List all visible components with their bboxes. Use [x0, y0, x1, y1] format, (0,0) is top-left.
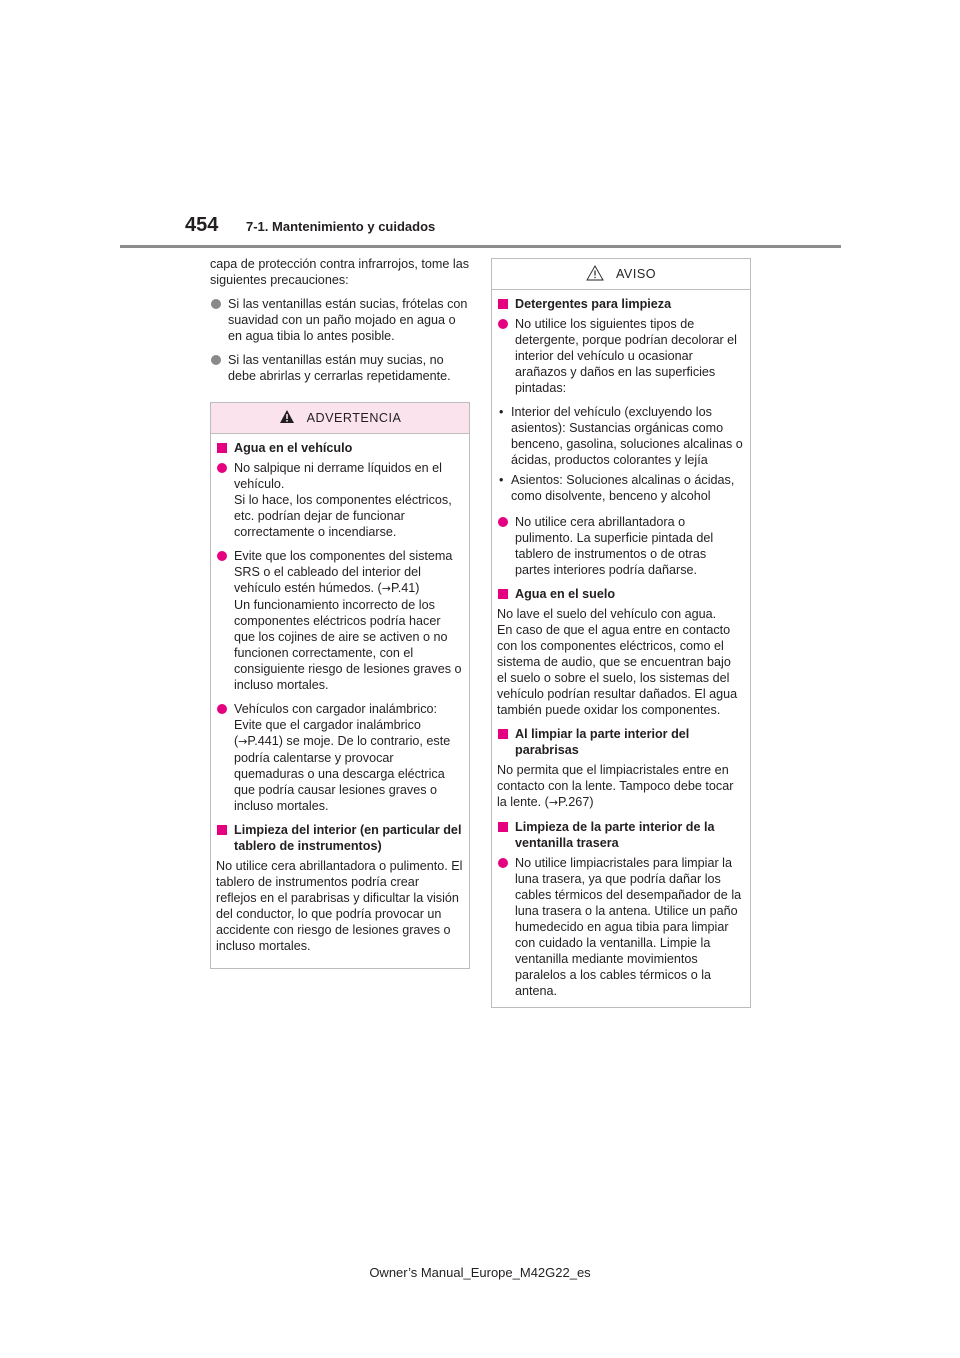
paragraph: No permita que el limpiacristales entre en contacto con la lente. Tampoco debe tocar la lente. (→P.267) [497, 763, 734, 809]
header-divider [120, 245, 841, 248]
list-item: Si las ventanillas están sucias, frótelas con suavidad con un paño mojado en agua o en agua tibia lo antes posible. [210, 296, 470, 344]
sub-list-item: • Asientos: Soluciones alcalinas o ácidas, como disolvente, benceno y alcohol [499, 473, 735, 503]
warning-box [210, 402, 470, 969]
sub-list-item: • Interior del vehículo (excluyendo los asientos): Sustancias orgánicas como benceno, gasolina, soluciones alcalinas o ácidas, productos colorantes y lejía [499, 405, 743, 467]
bullet-dot-icon [498, 319, 508, 329]
section-heading: Al limpiar la parte interior del parabrisas [497, 726, 744, 758]
square-bullet-icon [498, 729, 508, 739]
caution-triangle-icon [586, 265, 604, 284]
footer-text: Owner’s Manual_Europe_M42G22_es [369, 1265, 591, 1280]
section-heading: Limpieza del interior (en particular del tablero de instrumentos) [216, 822, 463, 854]
intro-text: capa de protección contra infrarrojos, tome las siguientes precauciones: [210, 257, 470, 287]
list-item: Si las ventanillas están muy sucias, no debe abrirlas y cerrarlas repetidamente. [210, 352, 470, 384]
bullet-dot-icon [211, 355, 221, 365]
bullet-dot-icon [498, 858, 508, 868]
bullet-dot-icon [217, 704, 227, 714]
bullet-dot-icon [211, 299, 221, 309]
right-column [491, 258, 751, 1008]
list-item: No utilice los siguientes tipos de detergente, porque podrían decolorar el interior del vehículo u ocasionar arañazos y daños en las superficies pintadas: [497, 316, 744, 396]
warning-header [211, 403, 469, 434]
sub-bullet-icon: • [499, 405, 504, 419]
page-reference[interactable]: P.41 [390, 581, 416, 595]
warning-triangle-icon [279, 409, 295, 427]
sub-bullet-icon: • [499, 473, 504, 487]
page-reference[interactable]: P.267 [558, 795, 590, 809]
list-item: Evite que los componentes del sistema SRS o el cableado del interior del vehículo estén húmedos. (→P.41) Un funcionamiento incorrecto de los componentes eléctricos podría hacer que los cojines de aire se activen o no funcionen correctamente, con el consiguiente riesgo de lesiones graves o incluso mortales. [216, 548, 463, 693]
aviso-content [492, 290, 750, 1007]
square-bullet-icon [217, 825, 227, 835]
page-reference[interactable]: P.441 [247, 734, 279, 748]
arrow-icon: → [548, 796, 559, 809]
aviso-header [492, 259, 750, 290]
square-bullet-icon [498, 299, 508, 309]
arrow-icon: → [381, 582, 391, 595]
section-heading: Detergentes para limpieza [497, 296, 744, 312]
aviso-box [491, 258, 751, 1008]
page-number: 454 [185, 214, 219, 236]
section-heading: Agua en el suelo [497, 586, 744, 602]
bullet-dot-icon [217, 551, 227, 561]
bullet-dot-icon [498, 517, 508, 527]
square-bullet-icon [498, 822, 508, 832]
bullet-dot-icon [217, 463, 227, 473]
list-item: No utilice limpiacristales para limpiar la luna trasera, ya que podría dañar los cables térmicos del desempañador de la luna trasera o la antena. Utilice un paño humedecido en agua tibia para limpiar con cuidado la ventanilla. Limpie la ventanilla mediante movimientos paralelos a los cables térmicos o la antena. [497, 855, 744, 999]
list-item: No utilice cera abrillantadora o pulimento. La superficie pintada del tablero de instrumentos o de otras partes interiores podría dañarse. [497, 514, 744, 578]
section-heading: Limpieza de la parte interior de la ventanilla trasera [497, 819, 744, 851]
section-heading: Agua en el vehículo [216, 440, 463, 456]
square-bullet-icon [498, 589, 508, 599]
warning-content [211, 434, 469, 968]
left-column [210, 256, 470, 969]
section-title: 7-1. Mantenimiento y cuidados [246, 219, 436, 234]
paragraph: No utilice cera abrillantadora o pulimento. El tablero de instrumentos podría crear reflejos en el parabrisas y dificultar la visión del conductor, lo que podría provocar un accidente con riesgo de lesiones graves o incluso mortales. [216, 859, 463, 953]
list-item: No salpique ni derrame líquidos en el vehículo. Si lo hace, los componentes eléctricos, etc. podrían dejar de funcionar correctamente o incendiarse. [216, 460, 463, 540]
paragraph: No lave el suelo del vehículo con agua. En caso de que el agua entre en contacto con los componentes eléctricos, como el sistema de audio, que se encuentran bajo el suelo o sobre el suelo, los sistemas del vehículo podrían resultar dañados. El agua también puede oxidar los componentes. [497, 607, 738, 717]
square-bullet-icon [217, 443, 227, 453]
aviso-title: AVISO [615, 267, 657, 281]
warning-title: ADVERTENCIA [306, 411, 402, 425]
arrow-icon: → [238, 735, 248, 748]
list-item: Vehículos con cargador inalámbrico: Evite que el cargador inalámbrico (→P.441) se moje. De lo contrario, este podría calentarse y provocar quemaduras o una descarga eléctrica que podría causar lesiones graves o incluso mortales. [216, 701, 463, 814]
